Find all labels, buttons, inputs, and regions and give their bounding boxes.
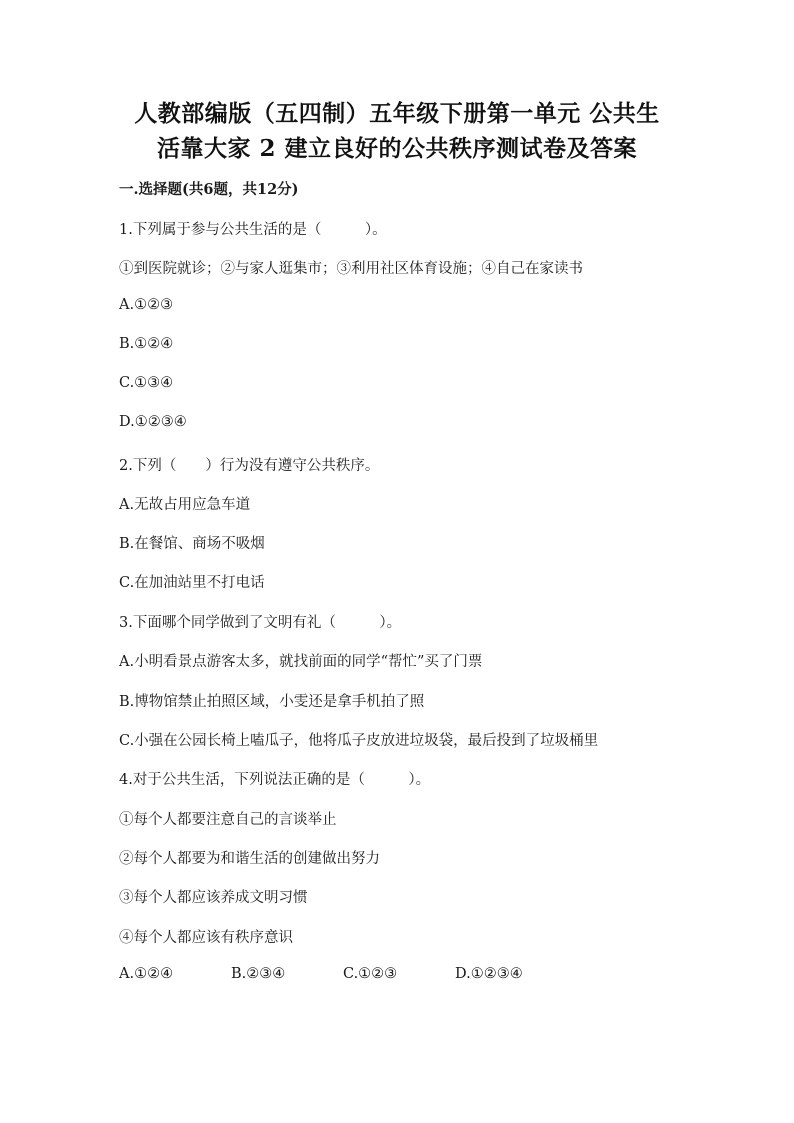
question-2-stem: 2.下列（ ）行为没有遵守公共秩序。	[119, 458, 380, 474]
section-heading: 一.选择题(共6题，共12分)	[119, 181, 299, 198]
question-1-option-c: C.①③④	[119, 375, 174, 391]
question-2-option-a: A.无故占用应急车道	[119, 497, 251, 513]
question-2-option-c: C.在加油站里不打电话	[119, 575, 265, 591]
question-4-statement-3: ③每个人都应该养成文明习惯	[119, 890, 308, 906]
question-3-option-c: C.小强在公园长椅上嗑瓜子，他将瓜子皮放进垃圾袋，最后投到了垃圾桶里	[119, 733, 599, 749]
question-1-option-b: B.①②④	[119, 336, 174, 352]
question-4-statement-2: ②每个人都要为和谐生活的创建做出努力	[119, 851, 380, 867]
question-1-option-d: D.①②③④	[119, 414, 187, 430]
question-1-option-a: A.①②③	[119, 297, 174, 313]
question-3-option-b: B.博物馆禁止拍照区域，小雯还是拿手机拍了照	[119, 694, 425, 710]
question-4-option-b: B.②③④	[231, 966, 286, 982]
question-4-option-c: C.①②③	[343, 966, 398, 982]
question-3-option-a: A.小明看景点游客太多，就找前面的同学“帮忙”买了门票	[119, 654, 483, 670]
question-4-stem: 4.对于公共生活，下列说法正确的是（ ）。	[119, 772, 431, 788]
question-3-stem: 3.下面哪个同学做到了文明有礼（ ）。	[119, 615, 402, 631]
document-title-line-1: 人教部编版（五四制）五年级下册第一单元 公共生	[134, 100, 660, 127]
question-4-statement-1: ①每个人都要注意自己的言谈举止	[119, 812, 337, 828]
question-4-statement-4: ④每个人都应该有秩序意识	[119, 930, 293, 946]
question-4-option-a: A.①②④	[119, 966, 174, 982]
document-title-line-2: 活靠大家 2 建立良好的公共秩序测试卷及答案	[156, 135, 638, 162]
question-2-option-b: B.在餐馆、商场不吸烟	[119, 536, 265, 552]
question-1-note: ①到医院就诊；②与家人逛集市；③利用社区体育设施；④自己在家读书	[119, 261, 583, 277]
question-4-option-d: D.①②③④	[455, 966, 523, 982]
question-1-stem: 1.下列属于参与公共生活的是（ ）。	[119, 222, 387, 238]
